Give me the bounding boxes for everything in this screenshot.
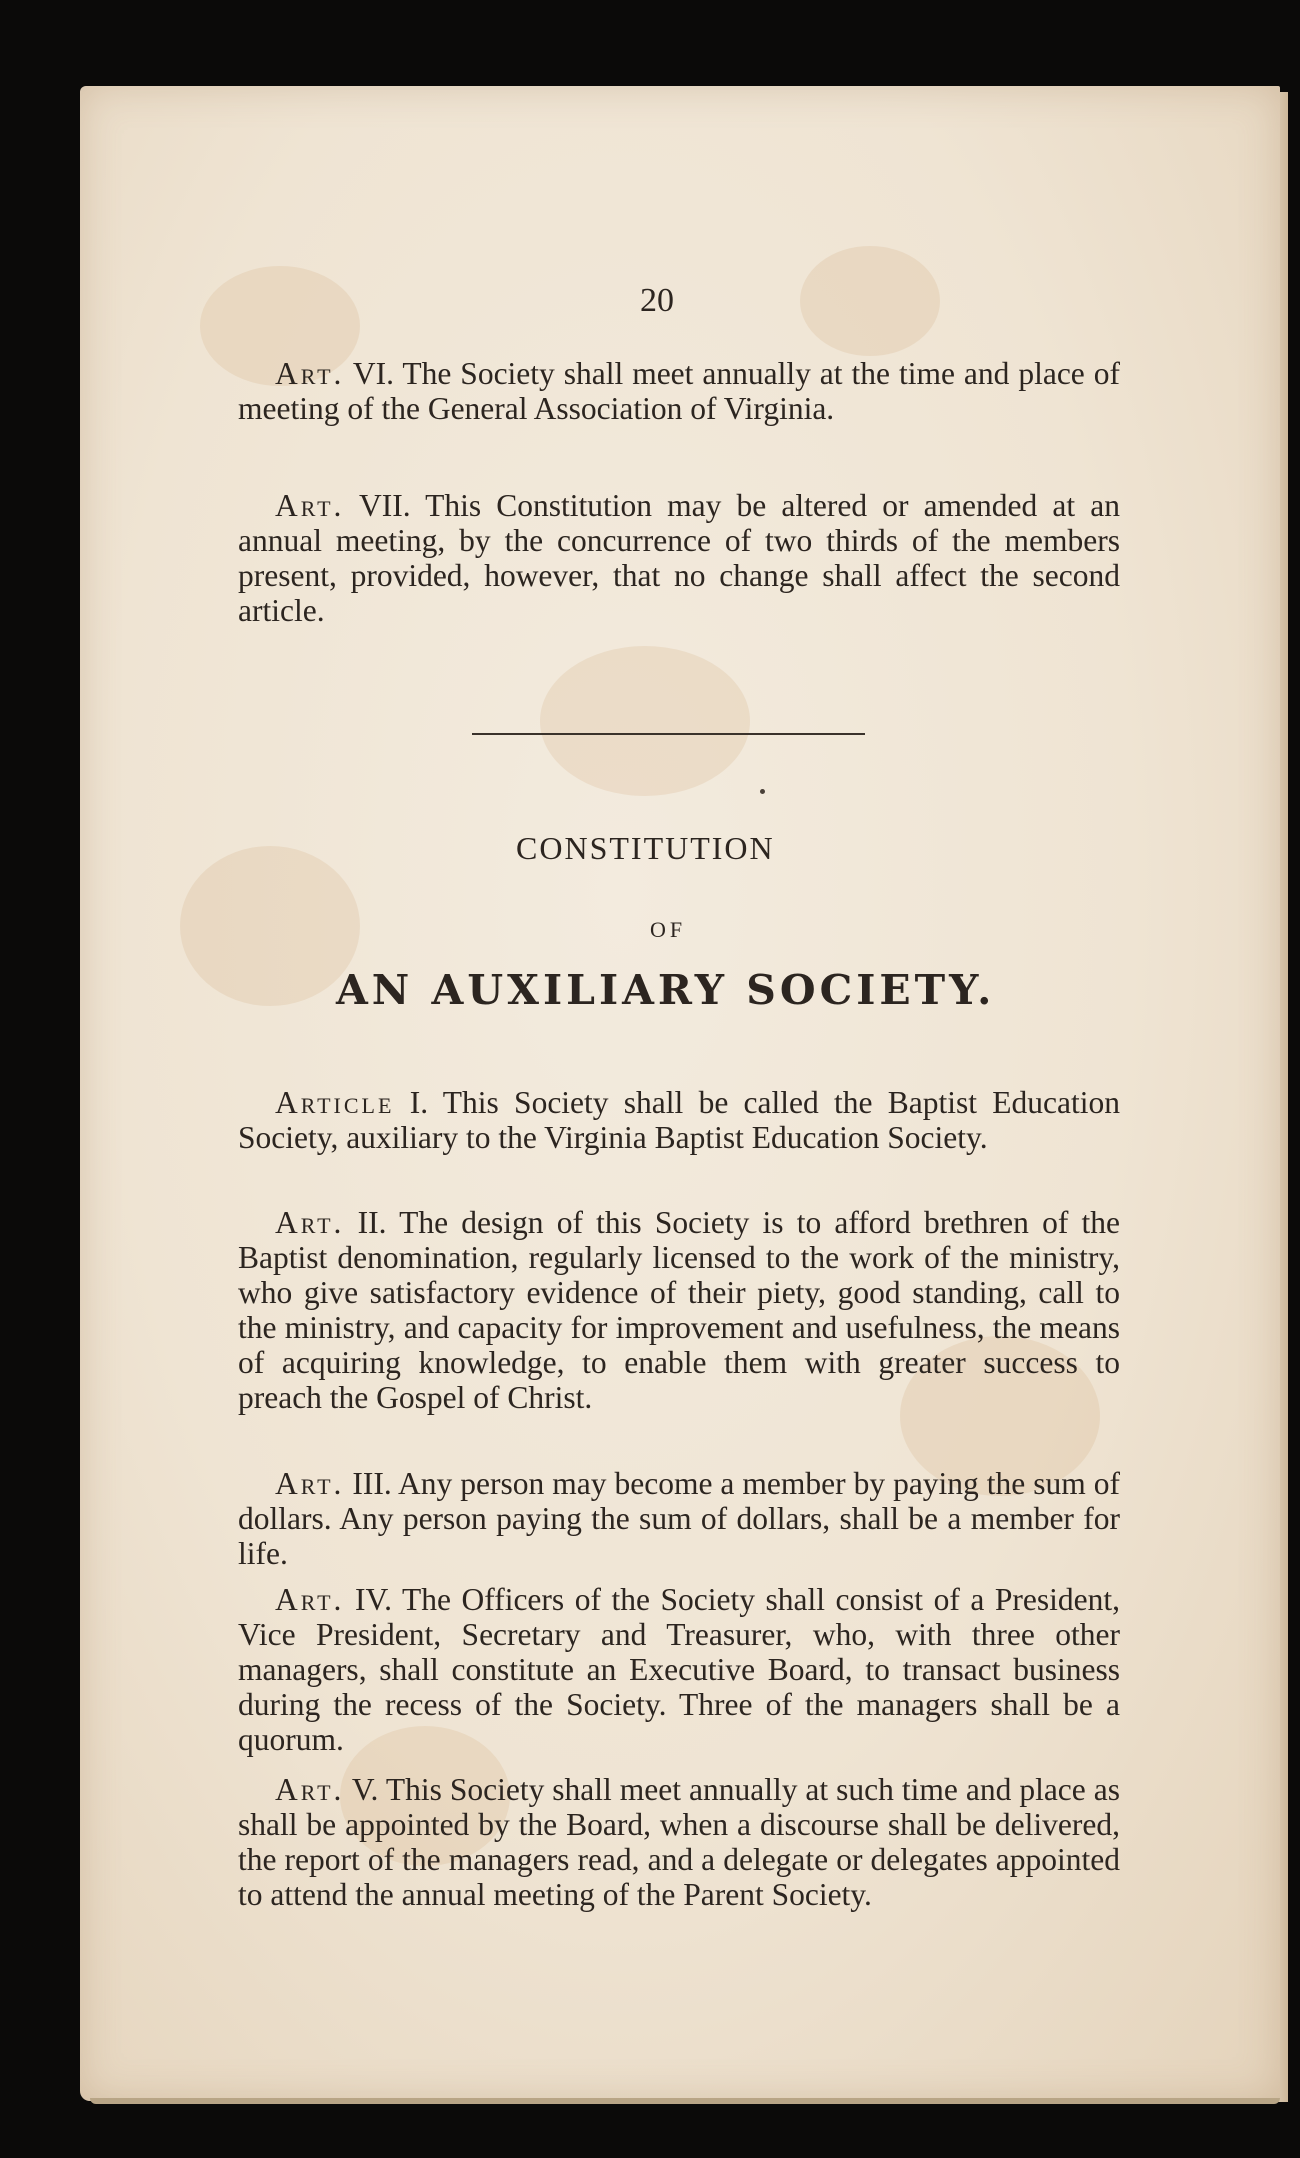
article-body: The Society shall meet annually at the time and place of meeting of the General Association of Virginia. [238,356,1120,426]
paper-stain [800,246,940,356]
ink-speck [760,789,765,794]
article-body: This Society shall be called the Baptist Education Society, auxiliary to the Virginia Baptist Education Society. [238,1085,1121,1155]
article-body: Any person may become a member by paying the sum of dollars. Any person paying the sum of dollars, shall be a member for life. [238,1466,1121,1571]
heading-connector: OF [650,917,687,942]
page-bottom-edge [90,2098,1280,2104]
article-label: Art. [275,1772,345,1807]
article-numeral: V. [351,1772,379,1807]
article-numeral: IV. [354,1582,393,1617]
article-body: The design of this Society is to afford brethren of the Baptist denomination, regularly licensed to the work of the ministry, who give satisfactory evidence of their piety, good standing, call to the ministry, and capacity for improvement and usefulness, the means of acquiring knowledge, to enable them with greater success to preach the Gospel of Christ. [238,1205,1121,1415]
article-body: The Officers of the Society shall consist of a President, Vice President, Secretary and Treasurer, who, with three other managers, shall constitute an Executive Board, to transact business during the recess of the Society. Three of the managers shall be a quorum. [238,1582,1121,1757]
article-label: Art. [275,1582,345,1617]
article-paragraph [238,1582,1120,1757]
article-paragraph [238,1772,1120,1912]
article-paragraph [238,1466,1120,1571]
heading-title: CONSTITUTION [516,830,775,866]
paper-stain [540,646,750,796]
article-label: Art. [275,1466,345,1501]
article-numeral: I. [409,1085,429,1120]
article-numeral: VII. [358,488,411,523]
article-label: Art. [275,1205,345,1240]
article-body: This Constitution may be altered or amended at an annual meeting, by the concurrence of two thirds of the members present, provided, however, that no change shall affect the second article. [238,488,1120,628]
article-paragraph [238,1205,1120,1415]
article-paragraph [238,356,1120,426]
article-paragraph [238,488,1120,628]
article-label: Article [275,1085,395,1120]
article-body: This Society shall meet annually at such time and place as shall be appointed by the Board, when a discourse shall be delivered, the report of the managers read, and a delegate or delegates appointed to attend the annual meeting of the Parent Society. [238,1772,1120,1912]
article-numeral: VI. [352,356,394,391]
heading-subtitle: AN AUXILIARY SOCIETY. [336,966,996,1014]
article-label: Art. [275,488,345,523]
article-numeral: II. [357,1205,387,1240]
article-paragraph [238,1085,1120,1155]
article-numeral: III. [352,1466,392,1501]
paper-stain [180,846,360,1006]
page-number: 20 [640,282,674,319]
article-label: Art. [275,356,345,391]
section-divider [472,733,865,735]
